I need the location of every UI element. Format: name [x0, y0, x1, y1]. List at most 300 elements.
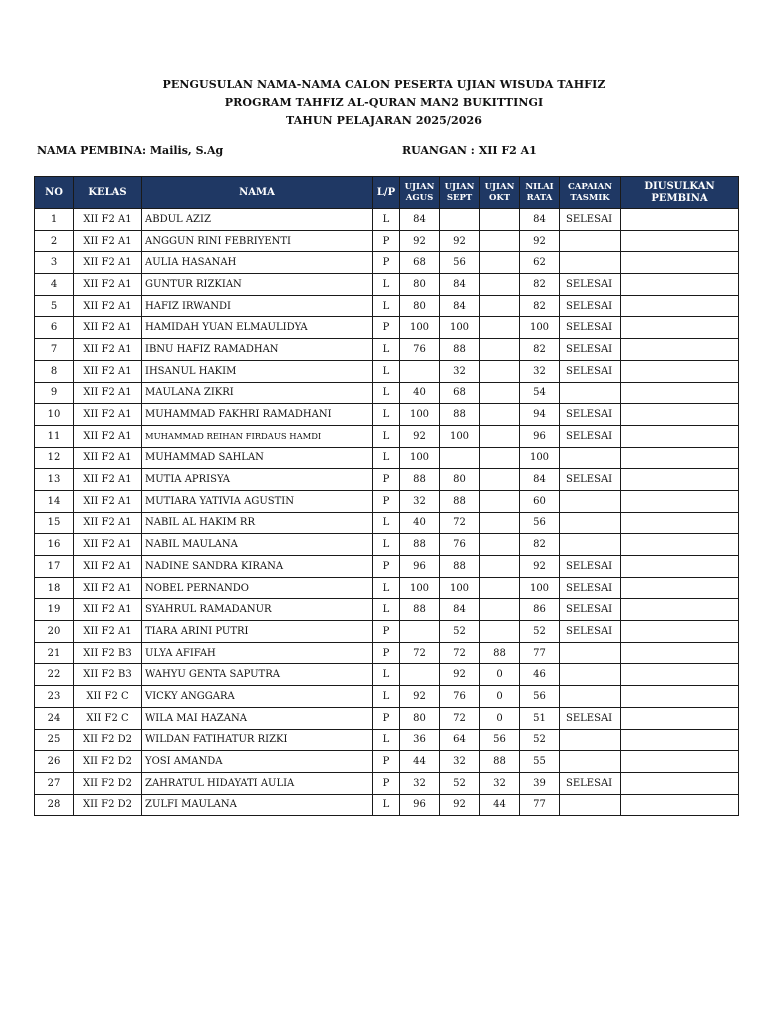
cell-lp: L	[373, 686, 400, 708]
cell-kelas: XII F2 B3	[74, 664, 142, 686]
cell-capaian-tasmik	[560, 751, 621, 773]
header-ujian-agus	[400, 177, 440, 209]
cell-nama: MUHAMMAD REIHAN FIRDAUS HAMDI	[142, 425, 373, 447]
cell-ujian-agus: 80	[400, 707, 440, 729]
cell-lp: P	[373, 469, 400, 491]
cell-ujian-okt	[480, 382, 520, 404]
cell-no: 3	[35, 252, 74, 274]
cell-nama: WAHYU GENTA SAPUTRA	[142, 664, 373, 686]
cell-ujian-agus: 100	[400, 447, 440, 469]
cell-ujian-sept: 88	[440, 339, 480, 361]
table-row	[35, 469, 739, 491]
cell-ujian-agus: 92	[400, 686, 440, 708]
cell-no: 8	[35, 360, 74, 382]
cell-no: 25	[35, 729, 74, 751]
cell-kelas: XII F2 C	[74, 707, 142, 729]
cell-capaian-tasmik: SELESAI	[560, 404, 621, 426]
cell-ujian-okt	[480, 425, 520, 447]
cell-lp: P	[373, 490, 400, 512]
cell-nilai-rata: 62	[520, 252, 560, 274]
cell-capaian-tasmik: SELESAI	[560, 360, 621, 382]
cell-no: 20	[35, 621, 74, 643]
cell-nama: IHSANUL HAKIM	[142, 360, 373, 382]
cell-capaian-tasmik: SELESAI	[560, 772, 621, 794]
cell-ujian-sept: 92	[440, 794, 480, 816]
cell-diusulkan-pembina	[621, 707, 739, 729]
cell-no: 7	[35, 339, 74, 361]
cell-kelas: XII F2 D2	[74, 794, 142, 816]
cell-no: 10	[35, 404, 74, 426]
cell-ujian-agus: 96	[400, 556, 440, 578]
cell-kelas: XII F2 A1	[74, 621, 142, 643]
cell-ujian-agus: 44	[400, 751, 440, 773]
cell-lp: L	[373, 794, 400, 816]
cell-ujian-okt	[480, 404, 520, 426]
cell-lp: P	[373, 621, 400, 643]
cell-ujian-agus: 68	[400, 252, 440, 274]
cell-capaian-tasmik: SELESAI	[560, 425, 621, 447]
cell-ujian-okt	[480, 490, 520, 512]
cell-ujian-sept: 72	[440, 642, 480, 664]
cell-no: 21	[35, 642, 74, 664]
cell-ujian-sept: 76	[440, 534, 480, 556]
cell-ujian-sept: 52	[440, 621, 480, 643]
cell-ujian-okt	[480, 577, 520, 599]
table-row	[35, 404, 739, 426]
cell-no: 1	[35, 209, 74, 231]
cell-nama: MUTIA APRISYA	[142, 469, 373, 491]
header-capaian-tasmik	[560, 177, 621, 209]
cell-nilai-rata: 82	[520, 339, 560, 361]
cell-capaian-tasmik	[560, 447, 621, 469]
cell-nilai-rata: 32	[520, 360, 560, 382]
cell-ujian-sept: 32	[440, 751, 480, 773]
table-row	[35, 707, 739, 729]
cell-no: 17	[35, 556, 74, 578]
cell-capaian-tasmik: SELESAI	[560, 621, 621, 643]
table-body	[35, 209, 739, 816]
table-row	[35, 425, 739, 447]
title-line-1: PENGUSULAN NAMA-NAMA CALON PESERTA UJIAN WISUDA TAHFIZ	[162, 78, 606, 91]
cell-lp: L	[373, 295, 400, 317]
cell-diusulkan-pembina	[621, 621, 739, 643]
cell-diusulkan-pembina	[621, 295, 739, 317]
cell-lp: L	[373, 360, 400, 382]
cell-diusulkan-pembina	[621, 209, 739, 231]
cell-nama: ANGGUN RINI FEBRIYENTI	[142, 230, 373, 252]
cell-kelas: XII F2 A1	[74, 274, 142, 296]
cell-nama: VICKY ANGGARA	[142, 686, 373, 708]
cell-ujian-sept: 100	[440, 425, 480, 447]
table-row	[35, 772, 739, 794]
cell-no: 11	[35, 425, 74, 447]
cell-ujian-okt	[480, 230, 520, 252]
header-ujian-okt-line2: OKT	[488, 192, 511, 203]
cell-lp: L	[373, 599, 400, 621]
cell-nilai-rata: 100	[520, 577, 560, 599]
cell-no: 28	[35, 794, 74, 816]
cell-capaian-tasmik: SELESAI	[560, 209, 621, 231]
cell-no: 22	[35, 664, 74, 686]
cell-ujian-sept	[440, 447, 480, 469]
cell-ujian-sept: 80	[440, 469, 480, 491]
header-ujian-agus-line2: AGUS	[405, 192, 434, 203]
cell-ujian-okt: 0	[480, 664, 520, 686]
table-row	[35, 490, 739, 512]
cell-ujian-sept: 100	[440, 577, 480, 599]
cell-kelas: XII F2 C	[74, 686, 142, 708]
cell-kelas: XII F2 A1	[74, 360, 142, 382]
cell-ujian-agus: 80	[400, 274, 440, 296]
table-row	[35, 447, 739, 469]
cell-lp: L	[373, 339, 400, 361]
cell-ujian-agus: 76	[400, 339, 440, 361]
cell-kelas: XII F2 A1	[74, 209, 142, 231]
cell-nama: YOSI AMANDA	[142, 751, 373, 773]
cell-kelas: XII F2 A1	[74, 230, 142, 252]
cell-ujian-okt	[480, 274, 520, 296]
roster-table	[34, 176, 739, 816]
cell-no: 2	[35, 230, 74, 252]
cell-kelas: XII F2 A1	[74, 252, 142, 274]
cell-diusulkan-pembina	[621, 404, 739, 426]
cell-nilai-rata: 94	[520, 404, 560, 426]
header-capaian-tasmik-line2: TASMIK	[570, 192, 610, 203]
cell-capaian-tasmik: SELESAI	[560, 707, 621, 729]
cell-nama: GUNTUR RIZKIAN	[142, 274, 373, 296]
table-row	[35, 794, 739, 816]
cell-nama: ZAHRATUL HIDAYATI AULIA	[142, 772, 373, 794]
cell-capaian-tasmik: SELESAI	[560, 295, 621, 317]
cell-nama: NADINE SANDRA KIRANA	[142, 556, 373, 578]
cell-diusulkan-pembina	[621, 447, 739, 469]
cell-kelas: XII F2 A1	[74, 556, 142, 578]
cell-capaian-tasmik	[560, 252, 621, 274]
header-nilai-rata	[520, 177, 560, 209]
cell-no: 19	[35, 599, 74, 621]
header-kelas: KELAS	[74, 177, 142, 209]
cell-nilai-rata: 84	[520, 209, 560, 231]
cell-diusulkan-pembina	[621, 599, 739, 621]
cell-nilai-rata: 96	[520, 425, 560, 447]
cell-kelas: XII F2 A1	[74, 447, 142, 469]
cell-ujian-sept: 92	[440, 664, 480, 686]
cell-nama: MUHAMMAD SAHLAN	[142, 447, 373, 469]
document-title	[0, 76, 768, 130]
cell-no: 9	[35, 382, 74, 404]
cell-nilai-rata: 39	[520, 772, 560, 794]
header-lp: L/P	[373, 177, 400, 209]
cell-diusulkan-pembina	[621, 512, 739, 534]
table-row	[35, 534, 739, 556]
cell-capaian-tasmik	[560, 686, 621, 708]
cell-capaian-tasmik: SELESAI	[560, 274, 621, 296]
cell-ujian-agus: 40	[400, 382, 440, 404]
table-row	[35, 317, 739, 339]
cell-nilai-rata: 86	[520, 599, 560, 621]
cell-ujian-okt: 56	[480, 729, 520, 751]
table-header-row	[35, 177, 739, 209]
cell-ujian-sept: 72	[440, 512, 480, 534]
cell-diusulkan-pembina	[621, 230, 739, 252]
cell-nilai-rata: 100	[520, 447, 560, 469]
cell-ujian-agus: 72	[400, 642, 440, 664]
header-ujian-okt-line1: UJIAN	[484, 181, 515, 192]
cell-kelas: XII F2 A1	[74, 295, 142, 317]
cell-ujian-okt	[480, 252, 520, 274]
cell-ujian-okt	[480, 621, 520, 643]
cell-capaian-tasmik: SELESAI	[560, 577, 621, 599]
table-row	[35, 230, 739, 252]
cell-ujian-sept: 32	[440, 360, 480, 382]
cell-ujian-okt: 0	[480, 686, 520, 708]
cell-ujian-okt: 88	[480, 751, 520, 773]
table-row	[35, 252, 739, 274]
cell-ujian-agus	[400, 360, 440, 382]
cell-lp: L	[373, 512, 400, 534]
cell-lp: L	[373, 729, 400, 751]
cell-ujian-okt	[480, 339, 520, 361]
cell-nilai-rata: 82	[520, 274, 560, 296]
cell-ujian-sept: 68	[440, 382, 480, 404]
cell-lp: L	[373, 664, 400, 686]
table-row	[35, 556, 739, 578]
cell-diusulkan-pembina	[621, 382, 739, 404]
cell-capaian-tasmik: SELESAI	[560, 469, 621, 491]
cell-ujian-sept: 56	[440, 252, 480, 274]
cell-ujian-sept: 88	[440, 404, 480, 426]
cell-ujian-agus: 92	[400, 425, 440, 447]
table-row	[35, 751, 739, 773]
cell-capaian-tasmik	[560, 490, 621, 512]
cell-kelas: XII F2 A1	[74, 339, 142, 361]
cell-nilai-rata: 82	[520, 295, 560, 317]
cell-kelas: XII F2 A1	[74, 425, 142, 447]
cell-capaian-tasmik	[560, 230, 621, 252]
cell-kelas: XII F2 A1	[74, 404, 142, 426]
cell-diusulkan-pembina	[621, 577, 739, 599]
cell-lp: P	[373, 317, 400, 339]
cell-kelas: XII F2 A1	[74, 317, 142, 339]
cell-nama: HAFIZ IRWANDI	[142, 295, 373, 317]
cell-no: 26	[35, 751, 74, 773]
cell-ujian-agus: 100	[400, 404, 440, 426]
cell-lp: L	[373, 577, 400, 599]
table-row	[35, 686, 739, 708]
cell-nama: MUHAMMAD FAKHRI RAMADHANI	[142, 404, 373, 426]
cell-diusulkan-pembina	[621, 772, 739, 794]
cell-capaian-tasmik: SELESAI	[560, 339, 621, 361]
ruangan-label: RUANGAN : XII F2 A1	[402, 144, 537, 157]
cell-ujian-okt	[480, 534, 520, 556]
cell-nama: NOBEL PERNANDO	[142, 577, 373, 599]
pembina-label: NAMA PEMBINA: Mailis, S.Ag	[37, 144, 224, 157]
cell-nama: ABDUL AZIZ	[142, 209, 373, 231]
cell-ujian-sept: 100	[440, 317, 480, 339]
cell-kelas: XII F2 A1	[74, 599, 142, 621]
header-ujian-sept-line1: UJIAN	[444, 181, 475, 192]
cell-lp: L	[373, 447, 400, 469]
cell-ujian-okt	[480, 360, 520, 382]
cell-lp: P	[373, 772, 400, 794]
cell-capaian-tasmik	[560, 664, 621, 686]
cell-nama: MUTIARA YATIVIA AGUSTIN	[142, 490, 373, 512]
cell-capaian-tasmik	[560, 729, 621, 751]
cell-nama: MAULANA ZIKRI	[142, 382, 373, 404]
cell-nama: WILA MAI HAZANA	[142, 707, 373, 729]
header-capaian-tasmik-line1: CAPAIAN	[567, 181, 613, 192]
cell-nama: IBNU HAFIZ RAMADHAN	[142, 339, 373, 361]
cell-ujian-sept: 72	[440, 707, 480, 729]
cell-ujian-okt	[480, 469, 520, 491]
cell-ujian-sept: 84	[440, 295, 480, 317]
table-row	[35, 577, 739, 599]
cell-diusulkan-pembina	[621, 360, 739, 382]
table-row	[35, 512, 739, 534]
header-diusulkan-pembina-line1: DIUSULKAN	[644, 180, 715, 192]
header-diusulkan-pembina	[621, 177, 739, 209]
cell-lp: L	[373, 382, 400, 404]
header-ujian-sept	[440, 177, 480, 209]
cell-ujian-agus: 40	[400, 512, 440, 534]
cell-kelas: XII F2 A1	[74, 512, 142, 534]
cell-diusulkan-pembina	[621, 556, 739, 578]
cell-lp: P	[373, 642, 400, 664]
header-diusulkan-pembina-line2: PEMBINA	[651, 192, 708, 204]
header-ujian-sept-line2: SEPT	[446, 192, 473, 203]
cell-ujian-sept: 76	[440, 686, 480, 708]
cell-kelas: XII F2 D2	[74, 772, 142, 794]
table-row	[35, 642, 739, 664]
cell-nama: ZULFI MAULANA	[142, 794, 373, 816]
header-nama: NAMA	[142, 177, 373, 209]
cell-nilai-rata: 56	[520, 512, 560, 534]
cell-ujian-okt	[480, 209, 520, 231]
cell-nilai-rata: 56	[520, 686, 560, 708]
header-no: NO	[35, 177, 74, 209]
cell-diusulkan-pembina	[621, 664, 739, 686]
cell-ujian-agus	[400, 621, 440, 643]
cell-ujian-sept: 88	[440, 556, 480, 578]
cell-diusulkan-pembina	[621, 252, 739, 274]
cell-ujian-agus: 92	[400, 230, 440, 252]
cell-lp: L	[373, 209, 400, 231]
cell-nilai-rata: 77	[520, 642, 560, 664]
cell-diusulkan-pembina	[621, 729, 739, 751]
cell-lp: P	[373, 230, 400, 252]
cell-nama: NABIL MAULANA	[142, 534, 373, 556]
cell-capaian-tasmik: SELESAI	[560, 317, 621, 339]
cell-lp: P	[373, 751, 400, 773]
cell-lp: P	[373, 556, 400, 578]
cell-nilai-rata: 52	[520, 729, 560, 751]
cell-kelas: XII F2 B3	[74, 642, 142, 664]
cell-nama: HAMIDAH YUAN ELMAULIDYA	[142, 317, 373, 339]
cell-nilai-rata: 100	[520, 317, 560, 339]
cell-ujian-sept	[440, 209, 480, 231]
cell-capaian-tasmik: SELESAI	[560, 599, 621, 621]
cell-ujian-okt: 44	[480, 794, 520, 816]
cell-ujian-sept: 84	[440, 599, 480, 621]
cell-no: 18	[35, 577, 74, 599]
cell-ujian-okt	[480, 556, 520, 578]
table-row	[35, 382, 739, 404]
table-row	[35, 295, 739, 317]
cell-capaian-tasmik: SELESAI	[560, 556, 621, 578]
cell-no: 12	[35, 447, 74, 469]
cell-lp: L	[373, 274, 400, 296]
cell-diusulkan-pembina	[621, 794, 739, 816]
table-row	[35, 621, 739, 643]
table-row	[35, 599, 739, 621]
cell-no: 16	[35, 534, 74, 556]
cell-nama: SYAHRUL RAMADANUR	[142, 599, 373, 621]
cell-ujian-agus	[400, 664, 440, 686]
table-row	[35, 339, 739, 361]
cell-ujian-agus: 36	[400, 729, 440, 751]
cell-ujian-okt	[480, 295, 520, 317]
cell-no: 5	[35, 295, 74, 317]
header-ujian-agus-line1: UJIAN	[404, 181, 435, 192]
header-nilai-rata-line1: NILAI	[525, 181, 554, 192]
cell-nama: ULYA AFIFAH	[142, 642, 373, 664]
cell-lp: P	[373, 707, 400, 729]
cell-ujian-sept: 84	[440, 274, 480, 296]
cell-diusulkan-pembina	[621, 339, 739, 361]
cell-ujian-okt: 88	[480, 642, 520, 664]
cell-no: 27	[35, 772, 74, 794]
cell-ujian-okt	[480, 599, 520, 621]
cell-ujian-sept: 64	[440, 729, 480, 751]
cell-ujian-agus: 96	[400, 794, 440, 816]
cell-nilai-rata: 51	[520, 707, 560, 729]
cell-ujian-sept: 92	[440, 230, 480, 252]
cell-kelas: XII F2 A1	[74, 577, 142, 599]
cell-diusulkan-pembina	[621, 642, 739, 664]
cell-lp: L	[373, 404, 400, 426]
header-nilai-rata-line2: RATA	[526, 192, 553, 203]
cell-nama: NABIL AL HAKIM RR	[142, 512, 373, 534]
cell-nilai-rata: 60	[520, 490, 560, 512]
cell-kelas: XII F2 A1	[74, 534, 142, 556]
cell-no: 14	[35, 490, 74, 512]
cell-ujian-agus: 88	[400, 534, 440, 556]
table-row	[35, 209, 739, 231]
table-row	[35, 664, 739, 686]
cell-ujian-agus: 32	[400, 772, 440, 794]
cell-nama: AULIA HASANAH	[142, 252, 373, 274]
cell-nilai-rata: 46	[520, 664, 560, 686]
cell-diusulkan-pembina	[621, 534, 739, 556]
cell-diusulkan-pembina	[621, 751, 739, 773]
cell-lp: P	[373, 252, 400, 274]
cell-ujian-agus: 84	[400, 209, 440, 231]
cell-lp: L	[373, 425, 400, 447]
cell-ujian-agus: 88	[400, 599, 440, 621]
cell-ujian-okt	[480, 317, 520, 339]
cell-kelas: XII F2 D2	[74, 729, 142, 751]
cell-no: 23	[35, 686, 74, 708]
cell-nilai-rata: 52	[520, 621, 560, 643]
cell-ujian-okt: 0	[480, 707, 520, 729]
table-row	[35, 729, 739, 751]
cell-kelas: XII F2 A1	[74, 382, 142, 404]
cell-lp: L	[373, 534, 400, 556]
cell-ujian-agus: 100	[400, 577, 440, 599]
cell-nama: WILDAN FATIHATUR RIZKI	[142, 729, 373, 751]
cell-ujian-okt	[480, 512, 520, 534]
cell-capaian-tasmik	[560, 382, 621, 404]
